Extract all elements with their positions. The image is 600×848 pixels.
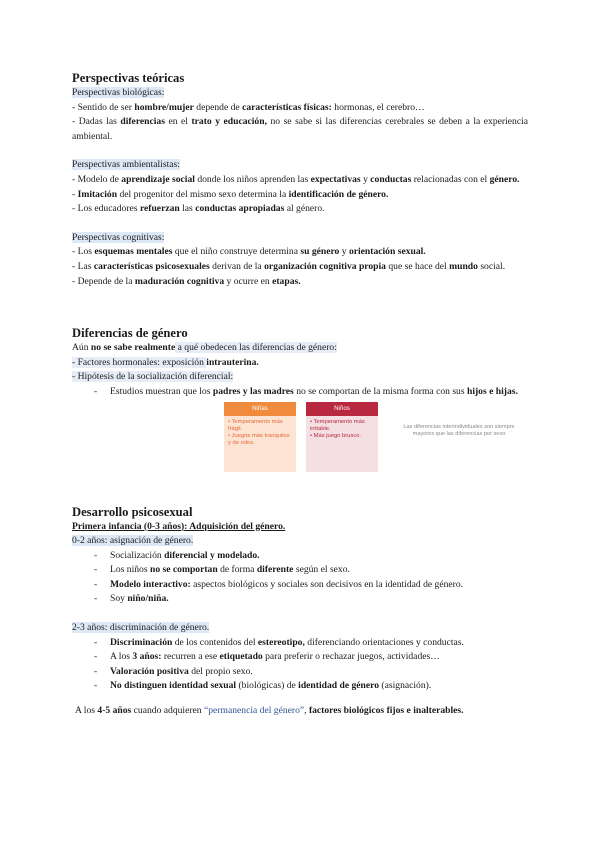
age-2-3-label: 2-3 años: discriminación de género. — [72, 622, 210, 634]
gender-intro: Aún no se sabe realmente a qué obedecen las diferencias de género: — [72, 342, 337, 354]
list-item: - Socialización diferencial y modelado. — [94, 549, 528, 564]
list-item: - Valoración positiva del propio sexo. — [94, 665, 528, 680]
boys-item: • Temperamento más irritable. — [310, 418, 365, 432]
list-item-parents: - Estudios muestran que los padres y las madres no se comportan de la misma forma con sus hijos e hijas. — [94, 385, 528, 400]
girls-item: • Temperamento más frágil. — [228, 418, 283, 432]
list-item: - Discriminación de los contenidos del estereotipo, diferenciando orientaciones y conductas. — [94, 636, 528, 651]
age-0-2-label: 0-2 años: asignación de género. — [72, 535, 194, 547]
gender-diagram — [72, 402, 528, 474]
environmental-label: Perspectivas ambientalistas: — [72, 159, 180, 171]
amb-line-2: - Imitación del progenitor del mismo sexo determina la identificación de género. — [72, 188, 389, 200]
cog-line-2: - Las características psicosexuales derivan de la organización cognitiva propia que se hace del mundo social. — [72, 260, 506, 272]
bio-line-2: - Dadas las diferencias en el trato y educación, no se sabe si las diferencias cerebrales se deben a la experiencia ambiental. — [72, 116, 528, 142]
amb-line-1: - Modelo de aprendizaje social donde los niños aprenden las expectativas y conductas relacionadas con el género. — [72, 173, 520, 185]
document-page — [72, 70, 528, 719]
list-item: - Soy niño/niña. — [94, 592, 528, 607]
boys-header: Niños — [306, 402, 378, 416]
bio-line-1: - Sentido de ser hombre/mujer depende de características físicas: hormonas, el cerebro… — [72, 101, 425, 113]
section-title-perspectives: Perspectivas teóricas — [72, 71, 185, 85]
final-statement: A los 4-5 años cuando adquieren “permanencia del género”, factores biológicos fijos e inalterables. — [75, 705, 464, 717]
hormonal-factors: - Factores hormonales: exposición intrauterina. — [72, 356, 259, 368]
early-childhood-subtitle: Primera infancia (0-3 años): Adquisición del género. — [72, 520, 286, 532]
section-title-gender-differences: Diferencias de género — [72, 326, 188, 341]
amb-line-3: - Los educadores refuerzan las conductas apropiadas al género. — [72, 203, 325, 215]
boys-box — [306, 402, 378, 472]
cognitive-label: Perspectivas cognitivas: — [72, 231, 165, 243]
cog-line-1: - Los esquemas mentales que el niño construye determina su género y orientación sexual. — [72, 246, 426, 258]
boys-item: • Más juego brusco. — [310, 432, 362, 439]
cog-line-3: - Depende de la maduración cognitiva y ocurre en etapas. — [72, 275, 301, 287]
list-item: - Modelo interactivo: aspectos biológicos y sociales son decisivos en la identidad de género. — [94, 578, 528, 593]
list-item: - Los niños no se comportan de forma diferente según el sexo. — [94, 563, 528, 578]
socialization-hypothesis: - Hipótesis de la socialización diferencial: — [72, 371, 234, 383]
biological-label: Perspectivas biológicas: — [72, 87, 165, 98]
girls-box — [224, 402, 296, 472]
list-item: - No distinguen identidad sexual (biológicas) de identidad de género (asignación). — [94, 679, 528, 694]
diagram-caption: Las diferencias interindividuales son siempre mayores que las diferencias por sexo — [403, 423, 515, 437]
section-title-psychosexual: Desarrollo psicosexual — [72, 504, 193, 519]
girls-header: Niñas — [224, 402, 296, 416]
girls-item: • Juegos más tranquilos y de roles. — [228, 432, 290, 446]
list-item: - A los 3 años: recurren a ese etiquetado para preferir o rechazar juegos, actividades… — [94, 650, 528, 665]
